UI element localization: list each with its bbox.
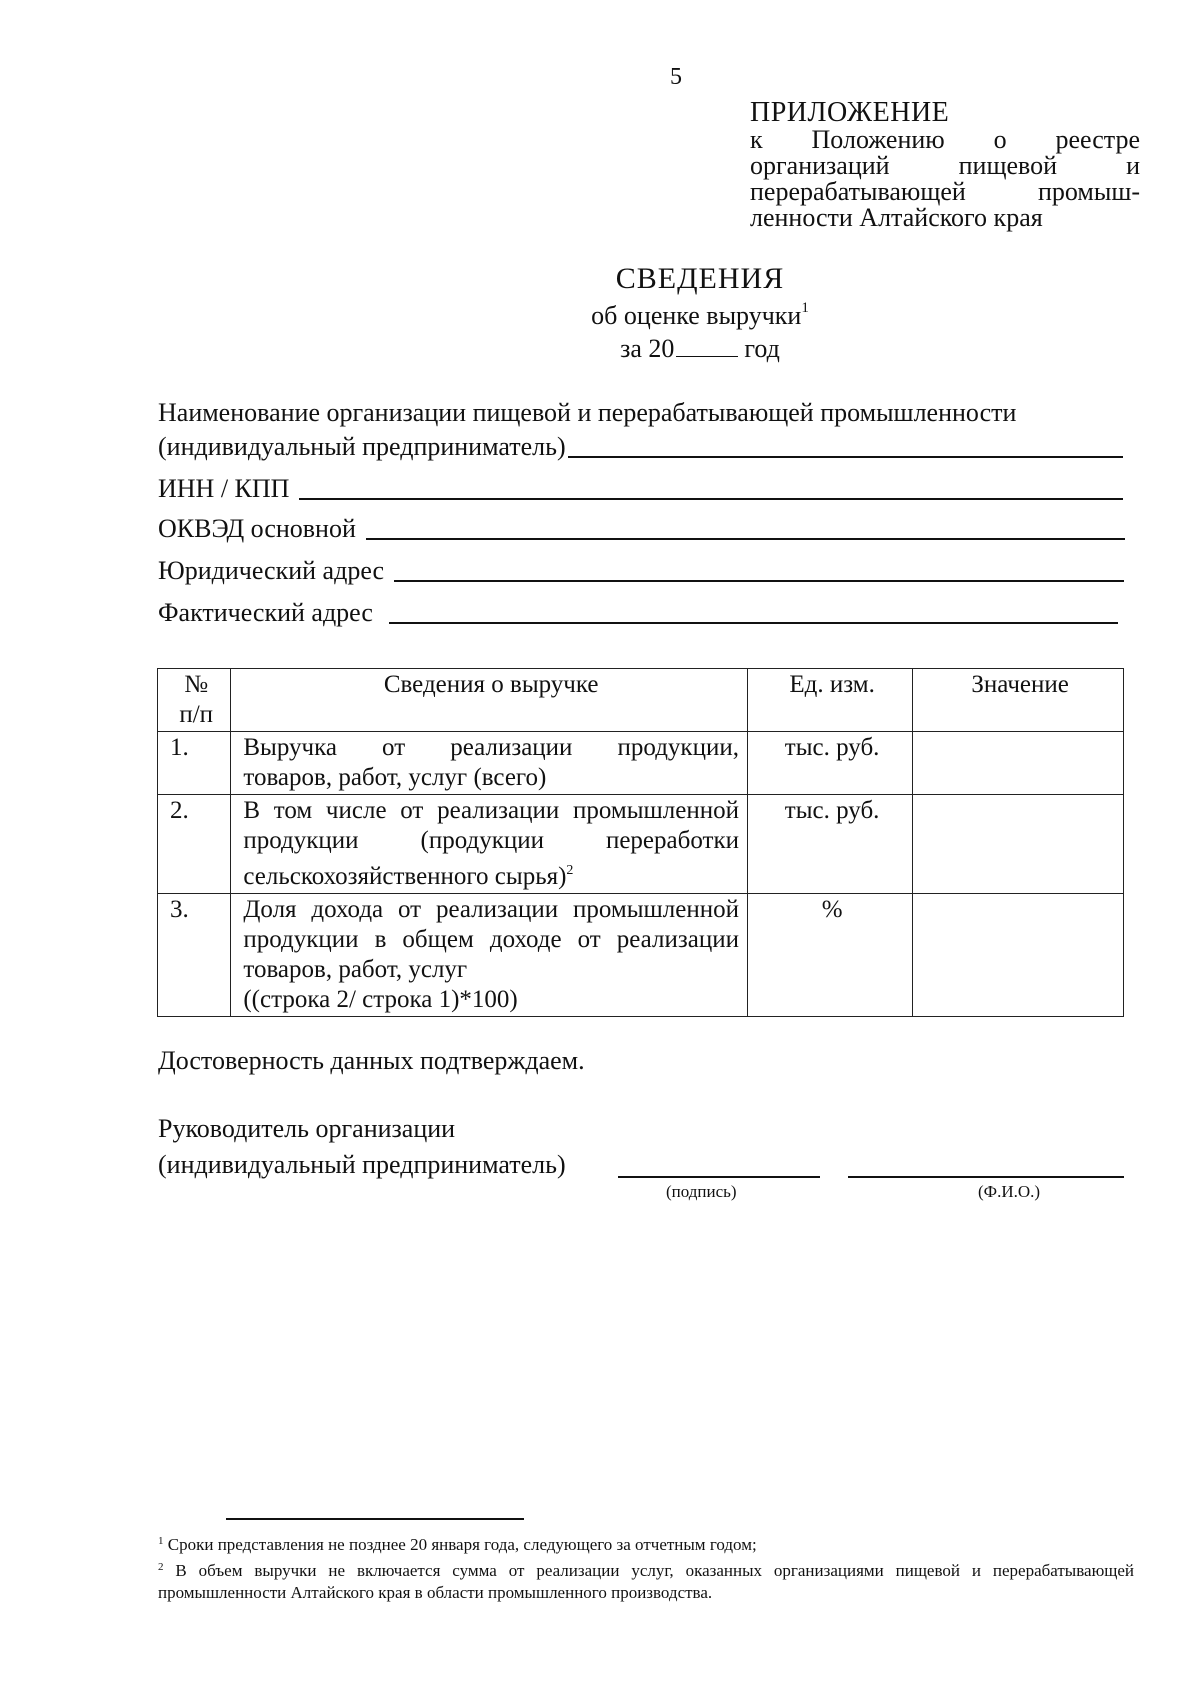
header-number-line1: № — [184, 671, 209, 698]
actual-address-label: Фактический адрес — [158, 598, 373, 627]
inn-kpp-label: ИНН / КПП — [158, 474, 290, 503]
full-name-line[interactable] — [848, 1176, 1124, 1178]
appendix-line: ленности Алтайского края — [750, 203, 1043, 232]
inn-kpp-field — [158, 474, 1123, 504]
row-number: 3. — [158, 894, 231, 1017]
header-info: Сведения о выручке — [231, 669, 748, 732]
signature-line[interactable] — [618, 1176, 820, 1178]
footnote-2-text: В объем выручки не включается сумма от реализации услуг, оказанных организациями пищевой и перерабатывающей промышленности Алтайского края в области промышленного производства. — [158, 1561, 1135, 1602]
period-suffix: год — [744, 334, 780, 363]
row-unit: % — [747, 894, 912, 1017]
year-blank-field[interactable] — [676, 334, 738, 357]
legal-address-field — [158, 556, 1124, 586]
header-number — [158, 669, 231, 732]
actual-address-field — [158, 598, 1118, 628]
revenue-table — [157, 668, 1124, 1017]
footnote-divider — [226, 1518, 524, 1520]
row-description — [231, 732, 748, 795]
table-row — [158, 732, 1124, 795]
full-name-caption: (Ф.И.О.) — [978, 1182, 1041, 1201]
row-number: 2. — [158, 795, 231, 894]
row-desc-line: ((строка 2/ строка 1)*100) — [243, 986, 518, 1013]
appendix-line: перерабатывающей промыш- — [750, 177, 1140, 206]
table-header-row — [158, 669, 1124, 732]
row-unit: тыс. руб. — [747, 795, 912, 894]
row-desc-line: продукции (продукции переработки — [243, 827, 739, 854]
org-name-input-line[interactable] — [568, 455, 1123, 458]
row-desc-line: Выручка от реализации продукции, — [243, 734, 739, 761]
head-label-line2: (индивидуальный предприниматель) — [158, 1150, 566, 1179]
signature-caption: (подпись) — [666, 1182, 737, 1201]
legal-address-label: Юридический адрес — [158, 556, 385, 585]
inn-kpp-input-line[interactable] — [299, 497, 1123, 500]
subtitle-text: об оценке выручки — [591, 301, 802, 330]
appendix-line: к Положению о реестре — [750, 125, 1140, 154]
row-desc-line: сельскохозяйственного сырья) — [243, 863, 567, 890]
row-desc-line: товаров, работ, услуг — [243, 956, 468, 983]
org-name-label-2: (индивидуальный предприниматель) — [158, 432, 566, 461]
okved-field — [158, 514, 1125, 544]
head-label-line1: Руководитель организации — [158, 1114, 456, 1143]
row-desc-line: Доля дохода от реализации промышленной — [243, 896, 739, 923]
header-unit: Ед. изм. — [747, 669, 912, 732]
row-value-cell[interactable] — [913, 894, 1124, 1017]
document-subtitle — [400, 300, 1000, 331]
row-description — [231, 894, 748, 1017]
report-period — [400, 334, 1000, 364]
period-prefix: за 20 — [620, 334, 675, 363]
appendix-line: организаций пищевой и — [750, 151, 1140, 180]
okved-label: ОКВЭД основной — [158, 514, 356, 543]
row-value-cell[interactable] — [913, 732, 1124, 795]
footnote-1-text: Сроки представления не позднее 20 января года, следующего за отчетным годом; — [167, 1535, 757, 1554]
row-desc-line: товаров, работ, услуг (всего) — [243, 764, 547, 791]
okved-input-line[interactable] — [366, 537, 1125, 540]
row-desc-line: В том числе от реализации промышленной — [243, 797, 739, 824]
footnote-2 — [158, 1556, 1134, 1604]
footnote-1-marker: 1 — [158, 1535, 164, 1547]
row-number: 1. — [158, 732, 231, 795]
footnote-2-marker: 2 — [158, 1561, 164, 1573]
document-title: СВЕДЕНИЯ — [615, 262, 785, 295]
page-number: 5 — [670, 64, 682, 90]
appendix-block — [750, 97, 1140, 232]
table-row — [158, 795, 1124, 894]
org-name-label: Наименование организации пищевой и перерабатывающей промышленности — [158, 398, 1017, 427]
footnote-ref-2: 2 — [566, 863, 574, 878]
header-value: Значение — [913, 669, 1124, 732]
footnotes — [158, 1530, 1134, 1604]
footnote-1 — [158, 1530, 1134, 1556]
org-name-field — [158, 432, 1123, 462]
confirmation-text: Достоверность данных подтверждаем. — [158, 1046, 585, 1075]
footnote-ref-1: 1 — [801, 300, 809, 316]
row-unit: тыс. руб. — [747, 732, 912, 795]
row-value-cell[interactable] — [913, 795, 1124, 894]
row-desc-line: продукции в общем доходе от реализации — [243, 926, 739, 953]
legal-address-input-line[interactable] — [394, 579, 1124, 582]
actual-address-input-line[interactable] — [389, 621, 1118, 624]
appendix-title: ПРИЛОЖЕНИЕ — [750, 97, 950, 128]
table-row — [158, 894, 1124, 1017]
header-number-line2: п/п — [179, 701, 214, 728]
row-description — [231, 795, 748, 894]
